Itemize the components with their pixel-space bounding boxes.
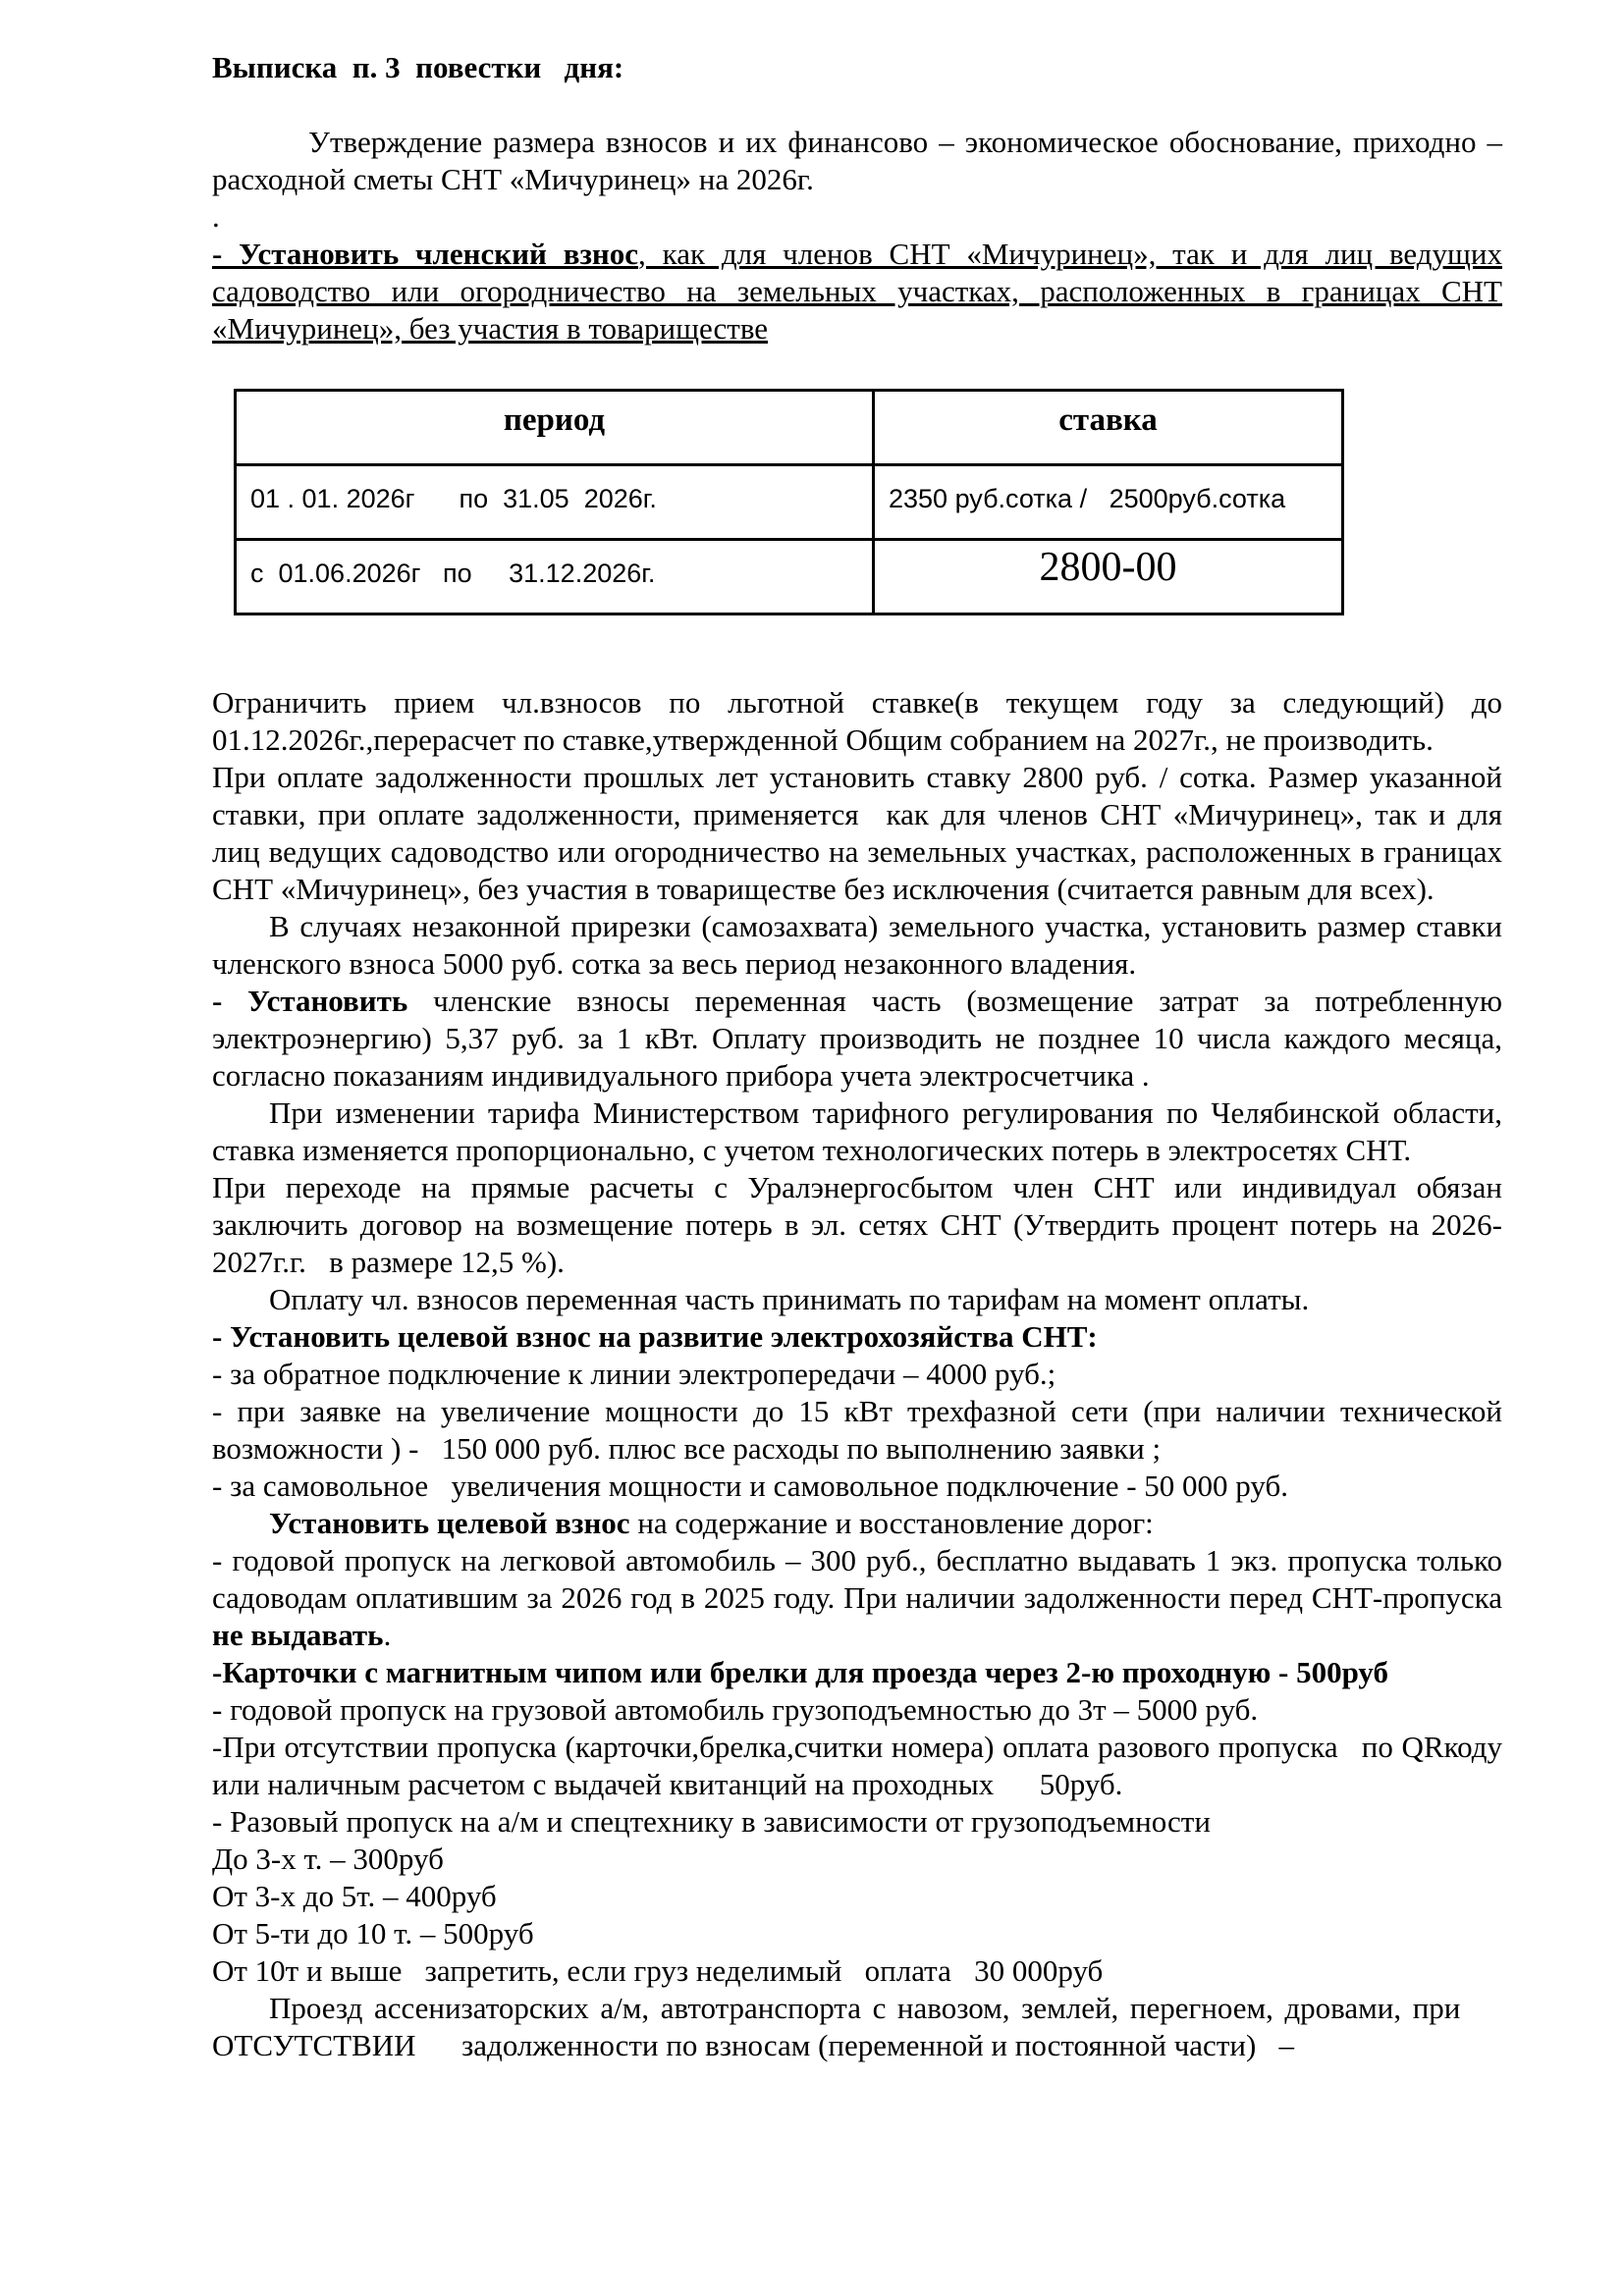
paragraph-debt: При оплате задолженности прошлых лет установить ставку 2800 руб. / сотка. Размер указанной ставки, при оплате задолженности, применяется как для членов СНТ «Мичуринец», так и для лиц ведущих садоводство или огородничество на земельных участках, расположенных в границах СНТ «Мичуринец», без участия в товариществе без исключения (считается равным для всех).	[212, 760, 1502, 906]
paragraph-tariff: При изменении тарифа Министерством тарифного регулирования по Челябинской области, ставка изменяется пропорционально, с учетом технологических потерь в электросетях СНТ.	[212, 1095, 1502, 1167]
paragraph-payment: Оплату чл. взносов переменная часть принимать по тарифам на момент оплаты.	[269, 1282, 1310, 1316]
fee-table-header-rate: ставка	[874, 391, 1343, 465]
paragraph-target-electricity: - Установить целевой взнос на развитие электрохозяйства СНТ:	[212, 1319, 1098, 1354]
document-title: Выписка п. 3 повестки дня:	[212, 50, 624, 84]
fee-table	[234, 389, 1344, 615]
fee-table-head	[236, 391, 1343, 465]
fee-table-body	[236, 465, 1343, 614]
paragraph-car-pass	[212, 1542, 1502, 1654]
car-pass-bold: не выдавать	[212, 1618, 384, 1652]
paragraph-unauthorized: - за самовольное увеличения мощности и самовольное подключение - 50 000 руб.	[212, 1468, 1289, 1503]
paragraph-reconnect: - за обратное подключение к линии электропередачи – 4000 руб.;	[212, 1357, 1056, 1391]
paragraph-weight-5-10: От 5-ти до 10 т. – 500руб	[212, 1916, 534, 1950]
rate-cell-2: 2800-00	[874, 540, 1343, 614]
car-pass-text: - годовой пропуск на легковой автомобиль – 300 руб., бесплатно выдавать 1 экз. пропуска только садоводам оплатившим за 2026 год в 2025 году. При наличии задолженности перед СНТ-пропуска	[212, 1543, 1502, 1615]
roads-lead: Установить целевой взнос	[269, 1506, 630, 1540]
paragraph-variable-fee	[212, 983, 1502, 1095]
period-cell-2: с 01.06.2026г по 31.12.2026г.	[236, 540, 874, 614]
paragraph-seizure: В случаях незаконной прирезки (самозахвата) земельного участка, установить размер ставки членского взноса 5000 руб. сотка за весь период незаконного владения.	[212, 909, 1502, 981]
member-fee-rest: , как для членов СНТ «Мичуринец», так и для лиц ведущих садоводство или огородничество на земельных участках, расположенных в границах СНТ «Мичуринец», без участия в товариществе	[212, 237, 1502, 346]
paragraph-weight-3: До 3-х т. – 300руб	[212, 1842, 444, 1876]
paragraph-direct-settlement: При переходе на прямые расчеты с Уралэнергосбытом член СНТ или индивидуал обязан заключить договор на возмещение потерь в эл. сетях СНТ (Утвердить процент потерь на 2026-2027г.г. в размере 12,5 %).	[212, 1170, 1502, 1279]
member-fee-lead: - Установить членский взнос	[212, 237, 639, 271]
paragraph-no-pass: -При отсутствии пропуска (карточки,брелка,считки номера) оплата разового пропуска по QRкоду или наличным расчетом с выдачей квитанций на проходных 50руб.	[212, 1730, 1502, 1801]
paragraph-roads	[212, 1505, 1502, 1542]
variable-fee-rest: членские взносы переменная часть (возмещение затрат за потребленную электроэнергию) 5,37 руб. за 1 кВт. Оплату производить не позднее 10 числа каждого месяца, согласно показаниям индивидуального прибора учета электросчетчика .	[212, 984, 1503, 1093]
member-fee-resolution	[212, 236, 1502, 347]
rate-cell-1: 2350 руб.сотка / 2500руб.сотка	[874, 465, 1343, 540]
paragraph-truck-pass: - годовой пропуск на грузовой автомобиль грузоподъемностью до 3т – 5000 руб.	[212, 1692, 1259, 1727]
fee-table-row-2	[236, 540, 1343, 614]
paragraph-weight-10-plus: От 10т и выше запретить, если груз неделимый оплата 30 000руб	[212, 1953, 1104, 1988]
roads-rest: на содержание и восстановление дорог:	[629, 1506, 1154, 1540]
intro-paragraph: Утверждение размера взносов и их финансово – экономическое обоснование, приходно – расходной сметы СНТ «Мичуринец» на 2026г.	[212, 125, 1502, 196]
paragraph-weight-3-5: От 3-х до 5т. – 400руб	[212, 1879, 497, 1913]
fee-table-header-row	[236, 391, 1343, 465]
paragraph-power-increase: - при заявке на увеличение мощности до 15 кВт трехфазной сети (при наличии технической возможности ) - 150 000 руб. плюс все расходы по выполнению заявки ;	[212, 1394, 1502, 1466]
variable-fee-lead: - Установить	[212, 984, 408, 1018]
paragraph-cards: -Карточки с магнитным чипом или брелки для проезда через 2-ю проходную - 500руб	[212, 1655, 1389, 1689]
paragraph-sewage-transit: Проезд ассенизаторских а/м, автотранспорта с навозом, землей, перегноем, дровами, при ОТСУТСТВИИ задолженности по взносам (переменной и постоянной части) –	[212, 1991, 1502, 2062]
stray-dot-line: .	[212, 199, 220, 234]
fee-table-row-1	[236, 465, 1343, 540]
paragraph-single-pass: - Разовый пропуск на а/м и спецтехнику в зависимости от грузоподъемности	[212, 1804, 1211, 1839]
fee-table-header-period: период	[236, 391, 874, 465]
car-pass-end: .	[383, 1618, 392, 1652]
period-cell-1: 01 . 01. 2026г по 31.05 2026г.	[236, 465, 874, 540]
paragraph-limit: Ограничить прием чл.взносов по льготной ставке(в текущем году за следующий) до 01.12.2026г.,перерасчет по ставке,утвержденной Общим собранием на 2027г., не производить.	[212, 685, 1502, 757]
